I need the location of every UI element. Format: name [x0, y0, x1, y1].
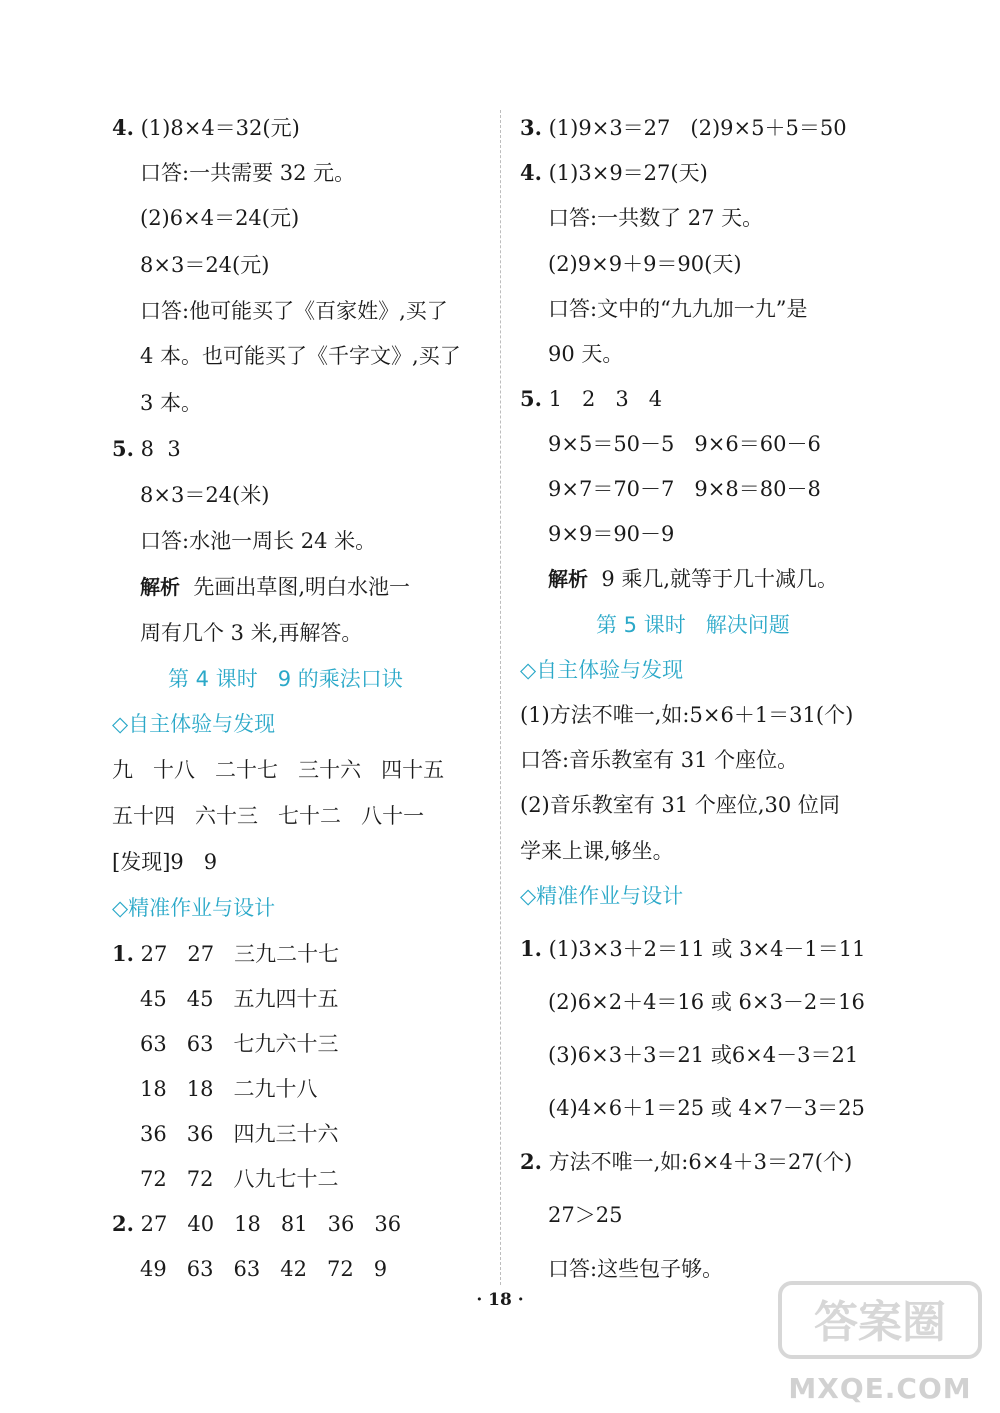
- answer-line: 90 天。: [548, 342, 624, 366]
- answer-line: 45 45 五九四十五: [140, 987, 339, 1011]
- lesson-4-title: 第 4 课时 9 的乘法口诀: [168, 667, 403, 691]
- answer-line: 9×5＝50－5 9×6＝60－6: [548, 432, 821, 456]
- answer-line: 口答:水池一周长 24 米。: [140, 529, 377, 553]
- analysis-label: 解析: [140, 575, 180, 599]
- answer-line: (3)6×3＋3＝21 或6×4－3＝21: [548, 1043, 859, 1067]
- answer-line: 周有几个 3 米,再解答。: [140, 621, 363, 645]
- answer-line: 4 本。也可能买了《千字文》,买了: [140, 344, 461, 368]
- answer-line: (1)方法不唯一,如:5×6＋1＝31(个): [520, 703, 854, 727]
- answer-line: [发现]9 9: [112, 850, 218, 874]
- answer-line: 72 72 八九七十二: [140, 1167, 339, 1191]
- answer-line: 8×3＝24(米): [140, 483, 270, 507]
- section-heading: ◇自主体验与发现: [112, 712, 276, 736]
- answer-line: 36 36 四九三十六: [140, 1122, 339, 1146]
- answer-line: 8×3＝24(元): [140, 253, 270, 277]
- answer-line: (2)9×9＋9＝90(天): [548, 252, 742, 276]
- answer-line: 口答:文中的“九九加一九”是: [548, 297, 808, 321]
- watermark: [770, 1275, 990, 1405]
- answer-line: (2)音乐教室有 31 个座位,30 位同: [520, 793, 840, 817]
- answer-line: 63 63 七九六十三: [140, 1032, 339, 1056]
- q4: 4. (1)3×9＝27(天): [520, 160, 708, 185]
- q1: 1. (1)3×3＋2＝11 或 3×4－1＝11: [520, 936, 866, 961]
- svg-text:答案圈: 答案圈: [814, 1297, 946, 1348]
- section-heading: ◇精准作业与设计: [112, 896, 276, 920]
- answer-line: 口答:音乐教室有 31 个座位。: [520, 748, 799, 772]
- q1: 1. 27 27 三九二十七: [112, 941, 340, 966]
- q2: 2. 27 40 18 81 36 36: [112, 1211, 402, 1236]
- answer-line: (4)4×6＋1＝25 或 4×7－3＝25: [548, 1096, 865, 1120]
- page-number: · 18 ·: [476, 1290, 524, 1310]
- answer-line: 18 18 二九十八: [140, 1077, 318, 1101]
- q5: 5. 1 2 3 4: [520, 386, 663, 411]
- q4-part1: 4. (1)8×4＝32(元): [112, 115, 300, 140]
- watermark-logo: [770, 1275, 990, 1365]
- q3: 3. (1)9×3＝27 (2)9×5＋5＝50: [520, 115, 847, 140]
- answer-line: 口答:一共数了 27 天。: [548, 206, 764, 230]
- answer-line: (2)6×2＋4＝16 或 6×3－2＝16: [548, 990, 865, 1014]
- analysis-label: 解析: [548, 567, 588, 591]
- answer-line: 27＞25: [548, 1203, 623, 1227]
- lesson-5-title: 第 5 课时 解决问题: [596, 613, 790, 637]
- answer-line: (2)6×4＝24(元): [140, 206, 300, 230]
- analysis-line: 解析 9 乘几,就等于几十减几。: [548, 567, 839, 591]
- answer-line: 9×7＝70－7 9×8＝80－8: [548, 477, 821, 501]
- q2: 2. 方法不唯一,如:6×4＋3＝27(个): [520, 1149, 853, 1174]
- watermark-text: MXQE.COM: [788, 1372, 972, 1405]
- section-heading: ◇精准作业与设计: [520, 884, 684, 908]
- analysis-line: 解析 先画出草图,明白水池一: [140, 575, 411, 599]
- q5: 5. 8 3: [112, 436, 181, 461]
- answer-line: 五十四 六十三 七十二 八十一: [112, 804, 425, 828]
- answer-line: 9×9＝90－9: [548, 522, 675, 546]
- answer-line: 学来上课,够坐。: [520, 839, 674, 863]
- answer-line: 九 十八 二十七 三十六 四十五: [112, 758, 445, 782]
- answer-line: 口答:这些包子够。: [548, 1257, 724, 1281]
- section-heading: ◇自主体验与发现: [520, 658, 684, 682]
- answer-line: 口答:他可能买了《百家姓》,买了: [140, 299, 448, 323]
- answer-line: 口答:一共需要 32 元。: [140, 161, 356, 185]
- column-divider: [500, 110, 501, 1285]
- answer-line: 49 63 63 42 72 9: [140, 1257, 388, 1281]
- answer-line: 3 本。: [140, 391, 203, 415]
